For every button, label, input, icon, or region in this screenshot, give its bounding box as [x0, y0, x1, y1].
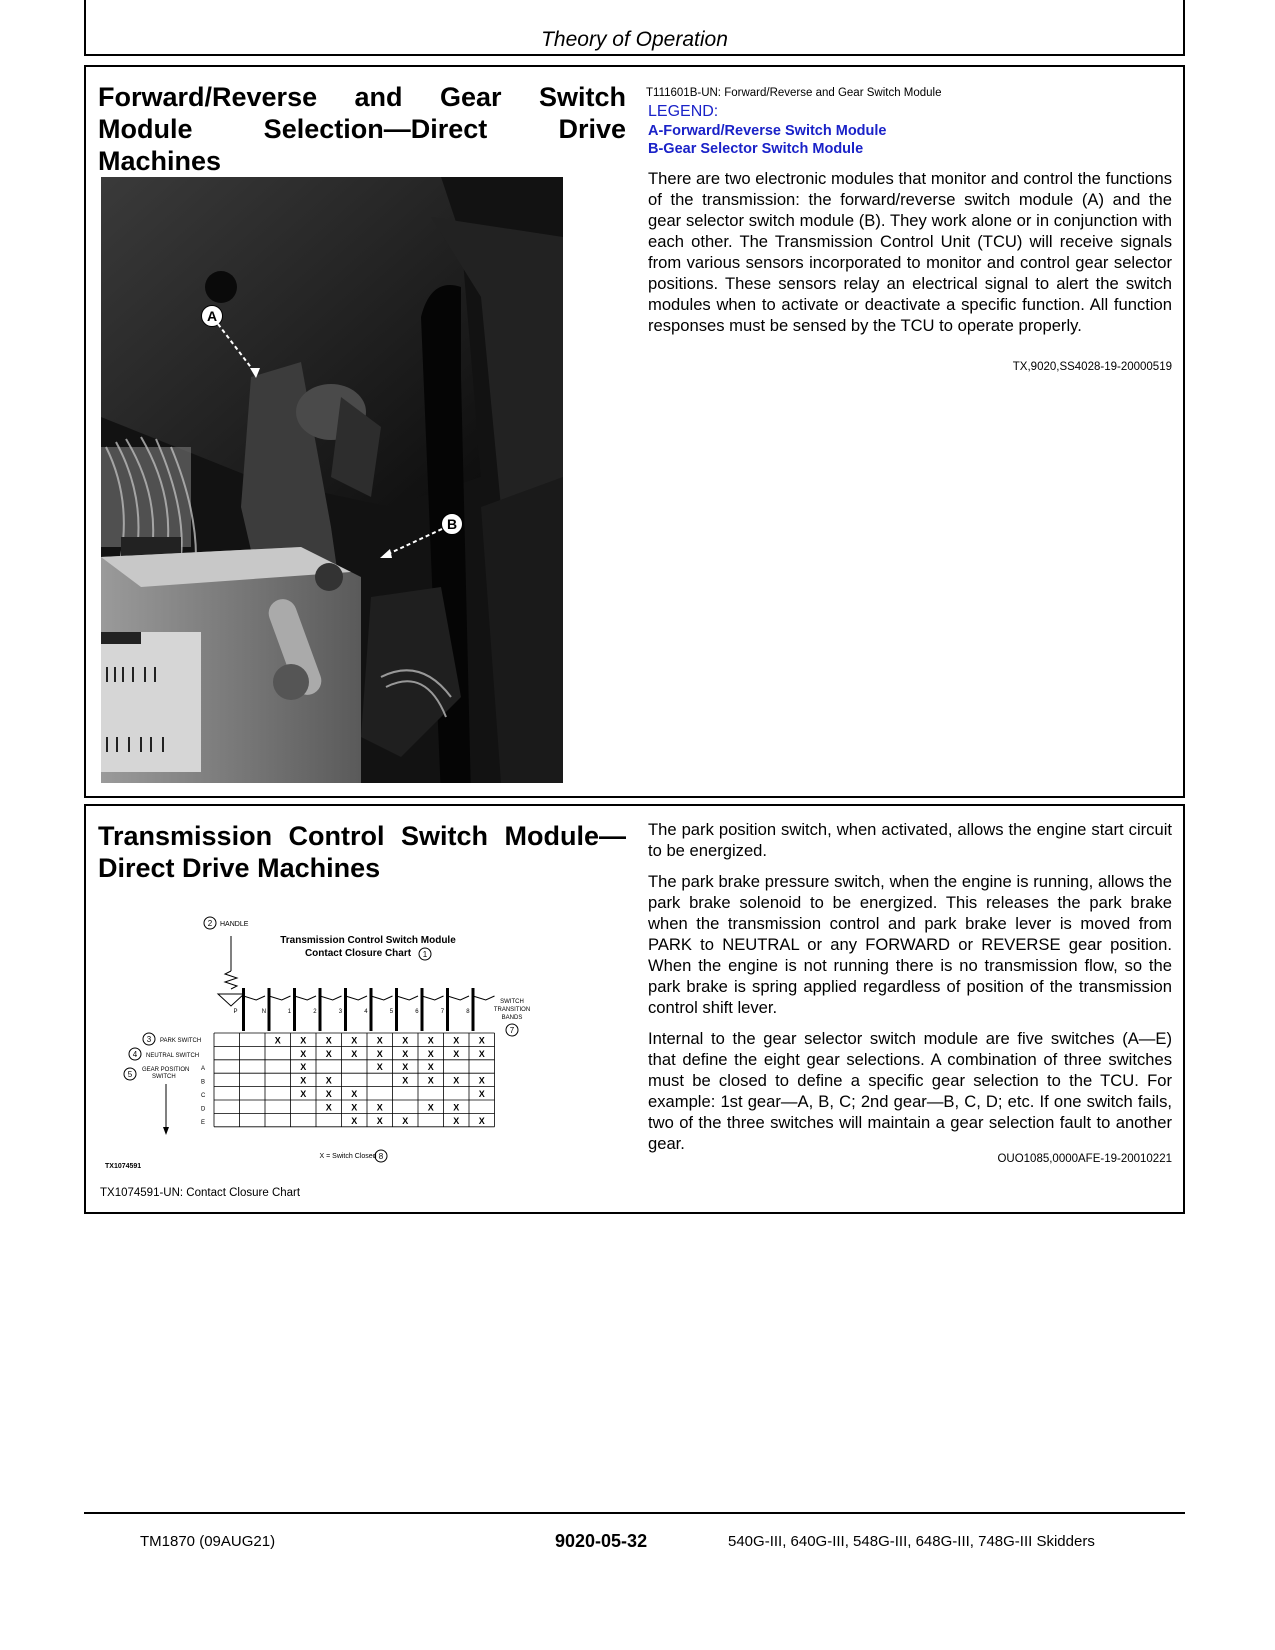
cell-mark: X [427, 1035, 434, 1046]
ref-code: OUO1085,0000AFE-19-20010221 [997, 1153, 1172, 1165]
cell-mark: X [478, 1115, 485, 1126]
row-label-park: PARK SWITCH [160, 1038, 202, 1044]
switch-letter: E [201, 1119, 206, 1126]
num-3: 3 [146, 1035, 152, 1044]
cell-mark: X [402, 1075, 409, 1086]
cell-mark: X [427, 1062, 434, 1073]
switch-letter: A [201, 1066, 206, 1073]
cell-mark: X [376, 1102, 383, 1113]
band-zigzag [244, 996, 266, 1000]
column-head: 5 [389, 1009, 394, 1015]
arrow-a-icon [216, 322, 266, 382]
cell-mark: X [453, 1035, 460, 1046]
bands-label-1: SWITCH [500, 999, 524, 1005]
cell-mark: X [402, 1035, 409, 1046]
cell-mark: X [351, 1048, 358, 1059]
legend-title: LEGEND: [648, 103, 719, 120]
footer-rule [84, 1512, 1185, 1514]
footer-left: TM1870 (09AUG21) [140, 1533, 276, 1550]
page-title: Theory of Operation [541, 28, 728, 51]
contact-closure-chart [100, 916, 570, 1186]
paragraph-park-brake: The park brake pressure switch, when the engine is running, allows the park brake solenoid to be energized. This releases the park brake when the transmission control and park brake lever is moved from PARK to NEUTRAL or any FORWARD or REVERSE gear position. When the engine is not running there is no transmission flow, so the park brake is spring applied regardless of position of the transmission control shift lever. [648, 872, 1172, 1017]
switch-letter: B [201, 1079, 206, 1086]
cell-mark: X [376, 1048, 383, 1059]
cell-mark: X [402, 1115, 409, 1126]
column-head: 2 [313, 1009, 317, 1015]
cell-mark: X [453, 1048, 460, 1059]
cell-mark: X [427, 1075, 434, 1086]
cell-mark: X [402, 1048, 409, 1059]
num-4: 4 [132, 1050, 138, 1059]
cell-mark: X [325, 1102, 332, 1113]
section-title: Transmission Control Switch Module—Direct Drive Machines [98, 821, 626, 883]
footer-page-number: 9020-05-32 [555, 1531, 648, 1551]
cell-mark: X [300, 1048, 307, 1059]
cell-mark: X [351, 1035, 358, 1046]
cell-mark: X [453, 1115, 460, 1126]
switch-closed-legend: X = Switch Closed [319, 1153, 377, 1160]
bands-label-3: BANDS [501, 1015, 523, 1021]
column-head: 1 [287, 1009, 292, 1015]
switch-letter: C [201, 1093, 206, 1099]
section-forward-reverse [84, 65, 1185, 798]
callout-a: A [201, 305, 223, 327]
section-transmission-control [84, 804, 1185, 1214]
band-zigzag [422, 996, 444, 1000]
figure-caption: T111601B-UN: Forward/Reverse and Gear Switch Module [646, 87, 942, 99]
num-1: 1 [422, 950, 428, 959]
figure-caption: TX1074591-UN: Contact Closure Chart [100, 1187, 301, 1199]
paragraph-gear-switches: Internal to the gear selector switch module are five switches (A—E) that define the eight gear selections. A combination of three switches must be closed to define a specific gear selection to the TCU. For example: 1st gear—A, B, C; 2nd gear—B, C, D; etc. If one switch fails, two of the three switches will maintain a gear selection fault to another gear. [648, 1029, 1172, 1153]
cell-mark: X [325, 1035, 332, 1046]
cell-mark: X [376, 1115, 383, 1126]
cell-mark: X [300, 1035, 307, 1046]
column-head: P [233, 1009, 238, 1015]
cell-mark: X [478, 1089, 485, 1099]
column-head: 6 [415, 1009, 419, 1015]
cell-mark: X [478, 1075, 485, 1086]
cell-mark: X [376, 1062, 383, 1073]
cell-mark: X [351, 1115, 358, 1126]
chart-title-2: Contact Closure Chart [304, 948, 412, 959]
band-zigzag [269, 996, 291, 1000]
band-zigzag [448, 996, 470, 1000]
cell-mark: X [300, 1089, 307, 1099]
num-8: 8 [378, 1152, 384, 1161]
band-zigzag [473, 996, 495, 1000]
handle-label: HANDLE [220, 921, 249, 928]
bands-label-2: TRANSITION [493, 1007, 531, 1013]
num-5: 5 [127, 1070, 133, 1079]
band-zigzag [346, 996, 368, 1000]
row-label-neutral: NEUTRAL SWITCH [146, 1053, 200, 1059]
column-head: N [261, 1009, 267, 1015]
column-head: 4 [364, 1009, 368, 1015]
num-2: 2 [207, 919, 213, 928]
chart-title-1: Transmission Control Switch Module [280, 935, 456, 946]
cell-mark: X [427, 1048, 434, 1059]
band-zigzag [295, 996, 317, 1000]
cell-mark: X [300, 1062, 307, 1073]
legend-item-b: B-Gear Selector Switch Module [648, 141, 864, 157]
cell-mark: X [376, 1035, 383, 1046]
section2-text [648, 819, 1172, 1164]
cell-mark: X [325, 1048, 332, 1059]
cell-mark: X [427, 1102, 434, 1113]
num-7: 7 [509, 1026, 515, 1035]
cell-mark: X [351, 1102, 358, 1113]
row-label-gear: GEAR POSITION [142, 1067, 190, 1073]
module-photo [101, 177, 563, 783]
cell-mark: X [325, 1075, 332, 1086]
cell-mark: X [478, 1048, 485, 1059]
cell-mark: X [402, 1062, 409, 1073]
switch-letter: D [201, 1106, 206, 1113]
band-zigzag [371, 996, 393, 1000]
cell-mark: X [453, 1075, 460, 1086]
band-zigzag [320, 996, 342, 1000]
footer-right: 540G-III, 640G-III, 548G-III, 648G-III, 748G-III Skidders [728, 1533, 1095, 1550]
section1-paragraph: There are two electronic modules that monitor and control the functions of the transmission: the forward/reverse switch module (A) and the gear selector switch module (B). They work alone or in conjunction with each other. The Transmission Control Unit (TCU) will receive signals from various sensors incorporated to monitor and control gear selector positions. These sensors relay an electrical signal to alert the switch modules when to activate or deactivate a specific function. All function responses must be sensed by the TCU to operate properly. [648, 169, 1172, 335]
cell-mark: X [453, 1102, 460, 1113]
band-zigzag [397, 996, 419, 1000]
paragraph-park-switch: The park position switch, when activated, allows the engine start circuit to be energized. [648, 820, 1172, 860]
cell-mark: X [274, 1035, 281, 1046]
ref-code: TX,9020,SS4028-19-20000519 [1012, 361, 1172, 373]
chart-fig-id: TX1074591 [105, 1163, 142, 1170]
column-head: 8 [466, 1009, 470, 1015]
arrow-b-icon [376, 525, 446, 565]
cell-mark: X [325, 1089, 332, 1099]
section-title: Forward/Reverse and Gear Switch Module Selection—Direct Drive Machines [98, 82, 626, 176]
legend-item-a: A-Forward/Reverse Switch Module [648, 123, 887, 139]
callout-b: B [441, 513, 463, 535]
cell-mark: X [351, 1089, 358, 1099]
cell-mark: X [478, 1035, 485, 1046]
column-head: 3 [338, 1009, 343, 1015]
column-head: 7 [440, 1009, 445, 1015]
row-label-switch: SWITCH [152, 1074, 176, 1080]
cell-mark: X [300, 1075, 307, 1086]
